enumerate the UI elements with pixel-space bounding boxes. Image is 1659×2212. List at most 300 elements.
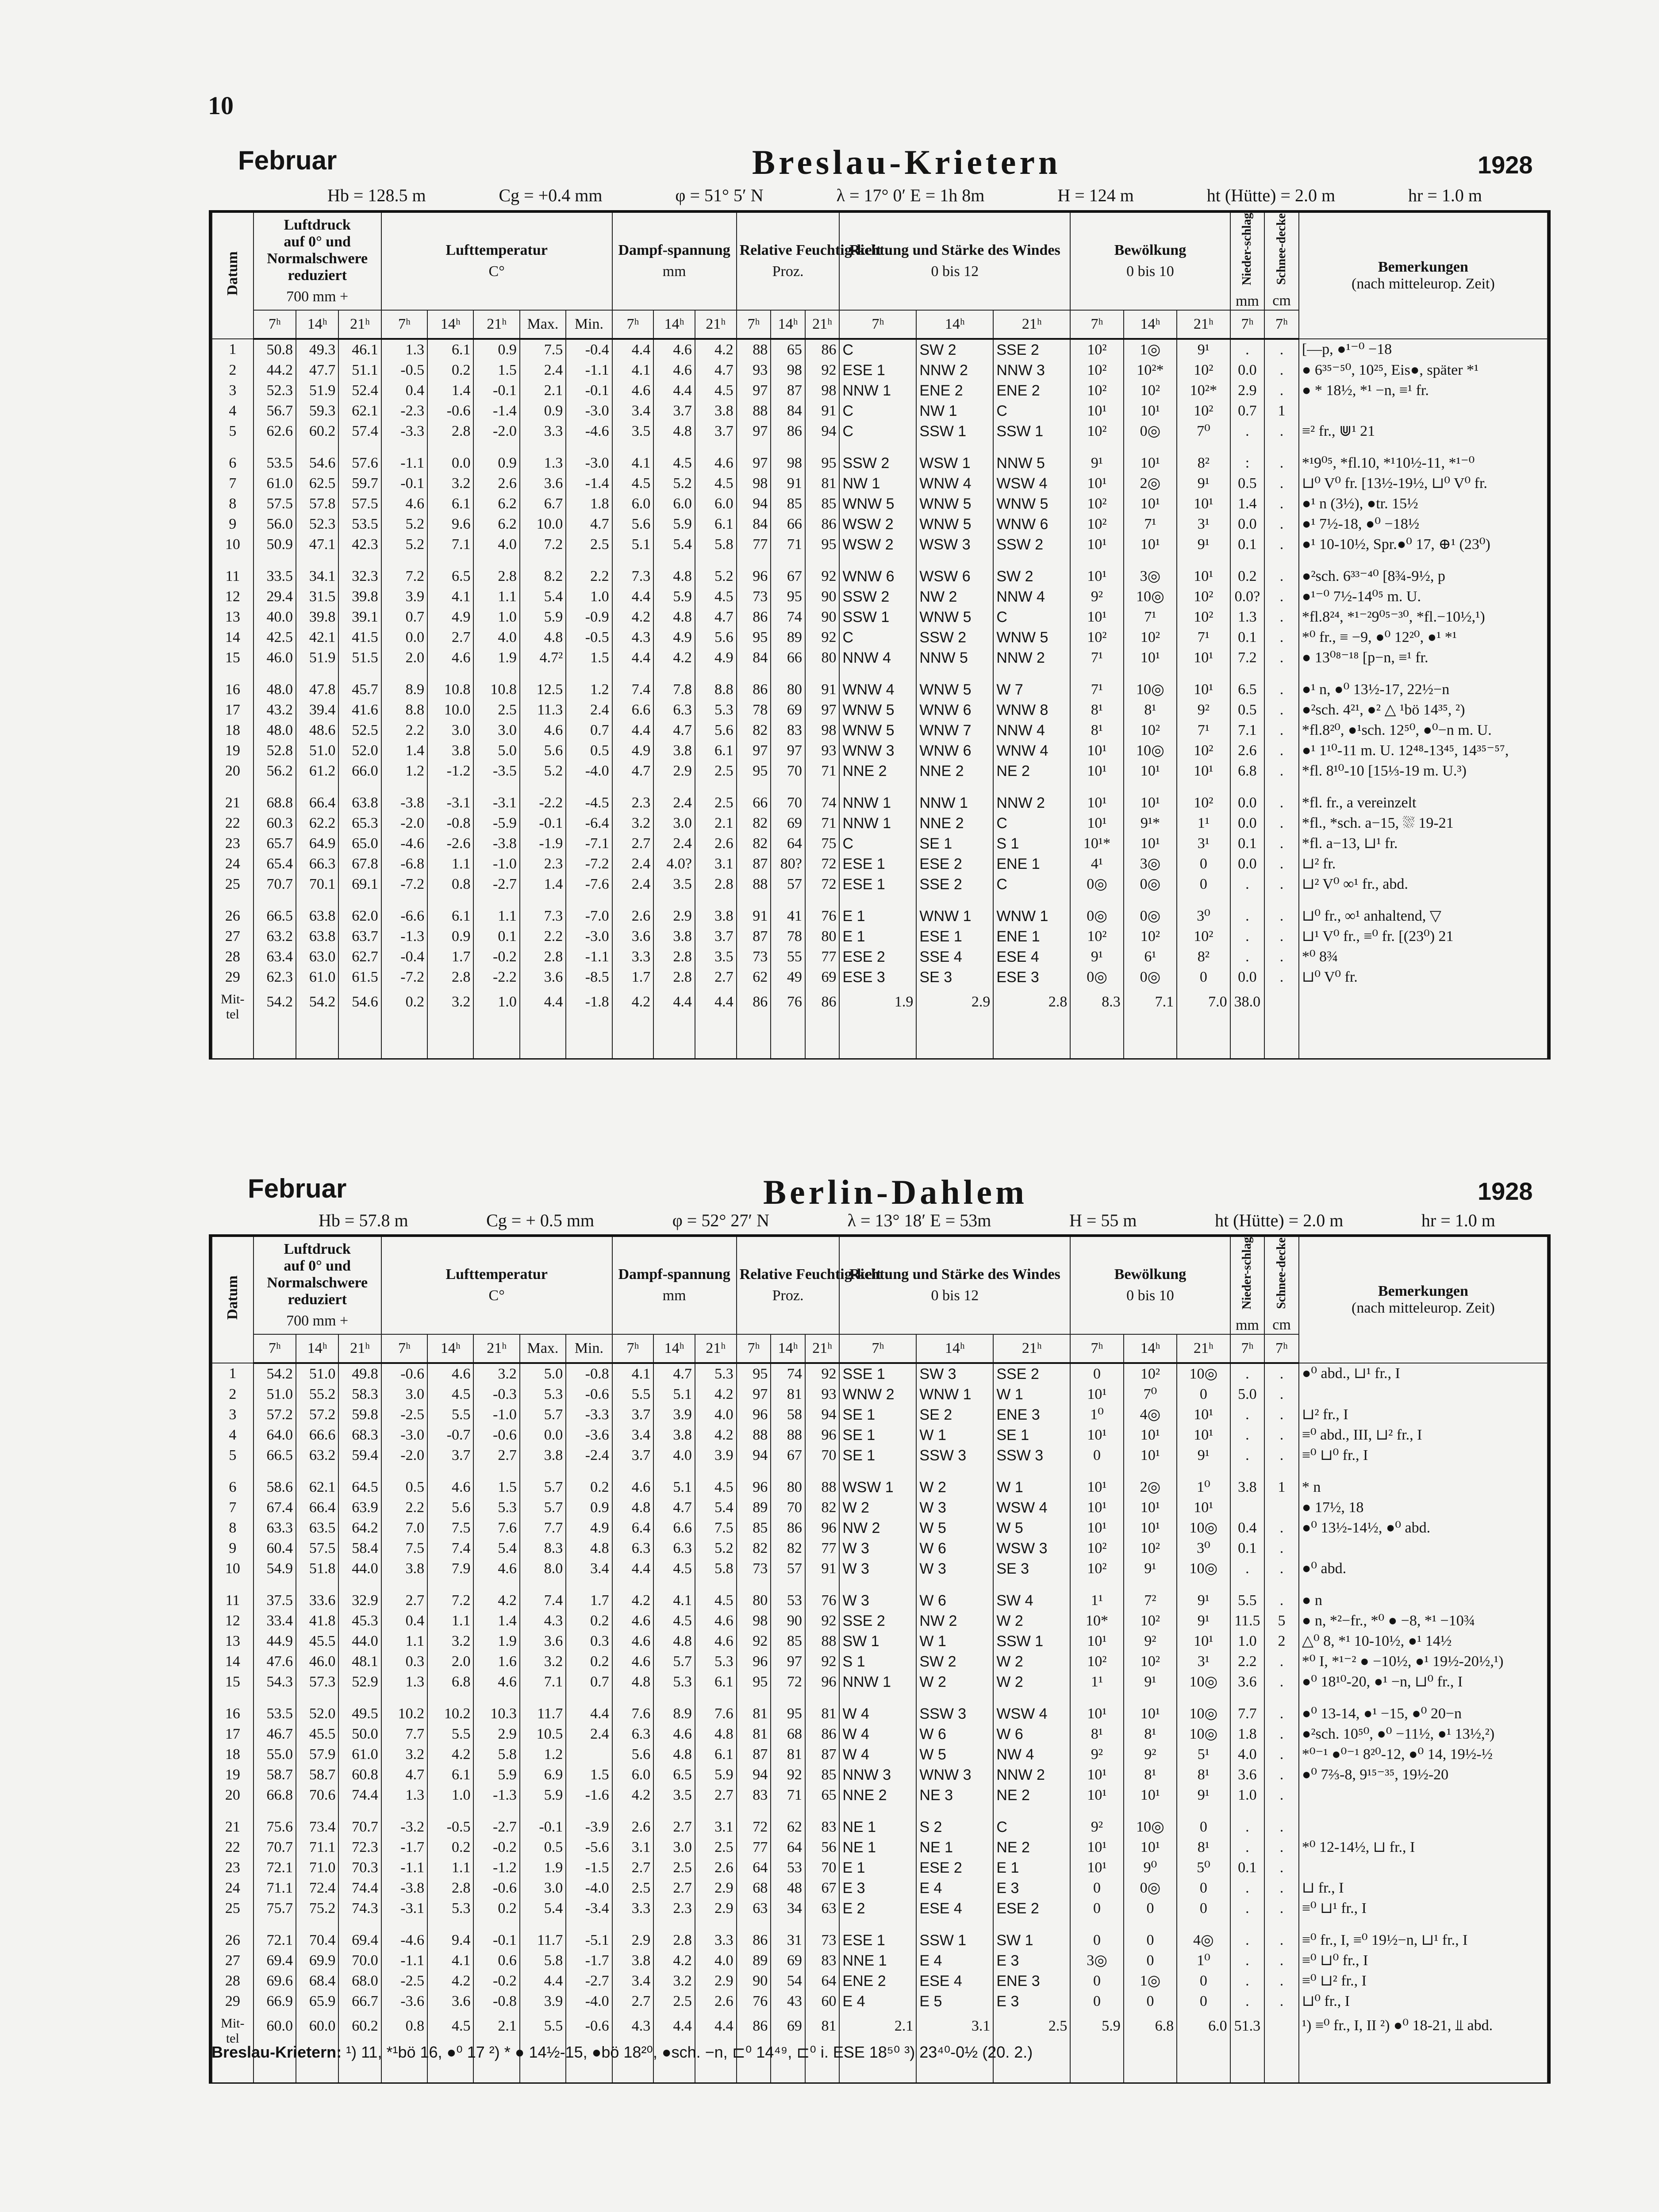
- vapour-cell: 2.9: [695, 1878, 737, 1898]
- pressure-cell: 69.4: [253, 1951, 296, 1971]
- mean-row: [212, 987, 1548, 1058]
- day-cell: 25: [212, 1898, 253, 1919]
- pressure-cell: 63.2: [296, 1445, 338, 1466]
- header-nieder: [1230, 1237, 1265, 1334]
- temperature-cell: 5.2: [520, 761, 566, 781]
- pressure-cell: 73.4: [296, 1817, 338, 1837]
- wind-cell: E 1: [839, 1858, 916, 1878]
- temperature-cell: -4.0: [566, 1991, 612, 2012]
- wind-cell: SSW 1: [993, 421, 1070, 442]
- pressure-cell: 65.4: [253, 854, 296, 874]
- temperature-cell: 5.0: [520, 1363, 566, 1384]
- temperature-cell: -2.3: [381, 401, 427, 421]
- temperature-cell: 2.2: [381, 1498, 427, 1518]
- pressure-cell: 53.5: [253, 453, 296, 473]
- cloud-cell: 10¹: [1124, 1704, 1177, 1724]
- cloud-cell: 10¹: [1124, 534, 1177, 555]
- cloud-cell: 1◎: [1124, 1971, 1177, 1991]
- wind-cell: SSW 2: [839, 587, 916, 607]
- day-cell: 21: [212, 1817, 253, 1837]
- pressure-cell: 60.0: [253, 2012, 296, 2082]
- spacer-cell: [993, 1919, 1070, 1930]
- temperature-cell: -6.6: [381, 906, 427, 926]
- vapour-cell: 3.4: [612, 1425, 654, 1445]
- pressure-cell: 51.0: [253, 1384, 296, 1405]
- snow-cover-cell: .: [1264, 607, 1299, 627]
- humidity-cell: 43: [771, 1991, 805, 2012]
- day-cell: 13: [212, 607, 253, 627]
- humidity-cell: 86: [805, 339, 840, 360]
- row-spacer: [212, 668, 1548, 680]
- spacer-cell: [296, 555, 338, 566]
- temperature-cell: -3.8: [381, 1878, 427, 1898]
- temperature-cell: -0.8: [427, 813, 473, 833]
- precipitation-cell: 0.5: [1230, 473, 1265, 494]
- pressure-cell: 57.2: [253, 1405, 296, 1425]
- pressure-cell: 46.1: [338, 339, 381, 360]
- spacer-cell: [338, 555, 381, 566]
- temperature-cell: 0.5: [520, 1837, 566, 1858]
- day-cell: 22: [212, 1837, 253, 1858]
- temperature-cell: -3.6: [381, 1991, 427, 2012]
- cloud-cell: 9¹*: [1124, 813, 1177, 833]
- temperature-cell: -5.9: [473, 813, 519, 833]
- cloud-cell: 10¹: [1177, 1405, 1230, 1425]
- wind-cell: SSW 2: [839, 453, 916, 473]
- vapour-cell: 4.8: [653, 566, 695, 587]
- pressure-cell: 68.8: [253, 793, 296, 813]
- humidity-cell: 97: [805, 700, 840, 720]
- day-cell: 29: [212, 967, 253, 987]
- wind-cell: SSW 2: [993, 534, 1070, 555]
- pressure-cell: 55.0: [253, 1744, 296, 1765]
- cloud-cell: 10²: [1177, 793, 1230, 813]
- cloud-cell: 1⁰: [1177, 1477, 1230, 1498]
- wind-cell: E 3: [993, 1991, 1070, 2012]
- cloud-cell: 9²: [1070, 587, 1123, 607]
- pressure-cell: 56.7: [253, 401, 296, 421]
- temperature-cell: 1.3: [520, 453, 566, 473]
- temperature-cell: -1.7: [566, 1951, 612, 1971]
- temperature-cell: 5.3: [427, 1898, 473, 1919]
- humidity-cell: 80: [771, 1477, 805, 1498]
- vapour-cell: 3.7: [695, 421, 737, 442]
- temperature-cell: -3.1: [381, 1898, 427, 1919]
- cloud-cell: 10¹: [1177, 761, 1230, 781]
- vapour-cell: 4.4: [653, 2012, 695, 2082]
- cloud-cell: 10¹: [1070, 1837, 1123, 1858]
- cloud-cell: 9¹: [1177, 1785, 1230, 1805]
- header-dampfspannung-text: Dampf-spannung: [618, 242, 730, 259]
- spacer-cell: [381, 1692, 427, 1704]
- day-cell: 18: [212, 720, 253, 741]
- precipitation-cell: 0.1: [1230, 833, 1265, 854]
- precipitation-cell: .: [1230, 1405, 1265, 1425]
- wind-cell: WSW 3: [993, 1538, 1070, 1559]
- spacer-cell: [737, 1466, 771, 1477]
- table-row: [212, 1837, 1548, 1858]
- humidity-cell: 89: [771, 627, 805, 648]
- cloud-cell: 10²: [1177, 401, 1230, 421]
- cloud-cell: 9²: [1070, 1817, 1123, 1837]
- wind-cell: W 3: [839, 1590, 916, 1611]
- humidity-cell: 92: [805, 566, 840, 587]
- temperature-cell: 1.1: [473, 587, 519, 607]
- pressure-cell: 71.0: [296, 1858, 338, 1878]
- temperature-cell: 3.2: [473, 1363, 519, 1384]
- pressure-cell: 63.5: [296, 1518, 338, 1538]
- cloud-cell: 1⁰: [1070, 1405, 1123, 1425]
- snow-cover-cell: [1264, 987, 1299, 1058]
- vapour-cell: 4.5: [653, 1611, 695, 1631]
- humidity-cell: 97: [737, 741, 771, 761]
- vapour-cell: 5.3: [695, 1651, 737, 1672]
- spacer-cell: [1230, 895, 1265, 906]
- spacer-cell: [612, 1805, 654, 1817]
- humidity-cell: 96: [805, 1425, 840, 1445]
- remarks-cell: ● 17½, 18: [1299, 1498, 1548, 1518]
- remarks-cell: ● * 18½, *¹ −n, ≡¹ fr.: [1299, 380, 1548, 401]
- temperature-cell: 1.0: [473, 987, 519, 1058]
- table-row: [212, 700, 1548, 720]
- temperature-cell: 3.2: [427, 473, 473, 494]
- vapour-cell: 3.5: [695, 947, 737, 967]
- row-spacer: [212, 555, 1548, 566]
- vapour-cell: 4.9: [612, 741, 654, 761]
- temperature-cell: 0.9: [566, 1498, 612, 1518]
- spacer-cell: [381, 442, 427, 453]
- vapour-cell: 2.4: [653, 793, 695, 813]
- remarks-cell: *⁰ 8¾: [1299, 947, 1548, 967]
- temperature-cell: -1.0: [473, 1405, 519, 1425]
- temperature-cell: 2.8: [473, 566, 519, 587]
- humidity-cell: 98: [805, 720, 840, 741]
- remarks-cell: ⊔² V⁰ ∞¹ fr., abd.: [1299, 874, 1548, 895]
- hour-header: 21ʰ: [473, 1334, 519, 1363]
- snow-cover-cell: .: [1264, 1951, 1299, 1971]
- cloud-cell: 8¹: [1070, 1724, 1123, 1744]
- temperature-cell: 7.4: [427, 1538, 473, 1559]
- cloud-cell: 10¹: [1070, 401, 1123, 421]
- spacer-cell: [612, 1579, 654, 1590]
- cloud-cell: 0: [1124, 1951, 1177, 1971]
- table-row: [212, 1538, 1548, 1559]
- spacer-cell: [338, 781, 381, 793]
- temperature-cell: 3.7: [427, 1445, 473, 1466]
- humidity-cell: 92: [737, 1631, 771, 1651]
- table-row: [212, 1991, 1548, 2012]
- temperature-cell: -0.5: [566, 627, 612, 648]
- day-cell: 12: [212, 1611, 253, 1631]
- vapour-cell: 7.6: [612, 1704, 654, 1724]
- vapour-cell: 2.6: [612, 1817, 654, 1837]
- vapour-cell: 2.4: [612, 854, 654, 874]
- pressure-cell: 52.4: [338, 380, 381, 401]
- temperature-cell: 10.8: [473, 680, 519, 700]
- header-dampfspannung-unit: mm: [662, 263, 686, 280]
- temperature-cell: 8.3: [520, 1538, 566, 1559]
- cloud-cell: 10¹: [1177, 648, 1230, 668]
- humidity-cell: 76: [805, 1590, 840, 1611]
- vapour-cell: 5.1: [653, 1384, 695, 1405]
- precipitation-cell: 1.0: [1230, 1785, 1265, 1805]
- spacer-cell: [1124, 1692, 1177, 1704]
- cloud-cell: 1¹: [1177, 813, 1230, 833]
- temperature-cell: -2.0: [381, 813, 427, 833]
- vapour-cell: 4.0: [695, 1405, 737, 1425]
- cloud-cell: 8¹: [1070, 720, 1123, 741]
- humidity-cell: 34: [771, 1898, 805, 1919]
- vapour-cell: 4.8: [695, 1724, 737, 1744]
- temperature-cell: -3.3: [381, 421, 427, 442]
- cloud-cell: 10²: [1124, 1363, 1177, 1384]
- remarks-cell: ● n: [1299, 1590, 1548, 1611]
- pressure-cell: 48.1: [338, 1651, 381, 1672]
- day-cell: 3: [212, 380, 253, 401]
- header-lufttemperatur-unit: C°: [488, 1287, 505, 1304]
- pressure-cell: 57.5: [253, 494, 296, 514]
- temperature-cell: 2.2: [381, 720, 427, 741]
- temperature-cell: -1.3: [381, 926, 427, 947]
- vapour-cell: 3.4: [612, 1971, 654, 1991]
- spacer-cell: [805, 1692, 840, 1704]
- temperature-cell: 7.4: [520, 1590, 566, 1611]
- vapour-cell: 6.0: [612, 494, 654, 514]
- humidity-cell: 97: [737, 380, 771, 401]
- cloud-cell: 10◎: [1124, 587, 1177, 607]
- pressure-cell: 59.4: [338, 1445, 381, 1466]
- spacer-cell: [520, 668, 566, 680]
- spacer-cell: [381, 1579, 427, 1590]
- wind-cell: NNW 2: [993, 793, 1070, 813]
- wind-cell: W 6: [916, 1538, 993, 1559]
- vapour-cell: 3.7: [612, 1445, 654, 1466]
- temperature-cell: -7.2: [566, 854, 612, 874]
- humidity-cell: 86: [805, 514, 840, 534]
- table-row: [212, 607, 1548, 627]
- vapour-cell: 7.4: [612, 680, 654, 700]
- remarks-cell: ●⁰ 13-14, ●¹ −15, ●⁰ 20−n: [1299, 1704, 1548, 1724]
- temperature-cell: 5.8: [520, 1951, 566, 1971]
- humidity-cell: 62: [737, 967, 771, 987]
- footnote-text: ¹) 11, *¹bö 16, ●⁰ 17 ²) * ● 14½-15, ●bö 18²⁰, ●sch. −n, ⊏⁰ 14⁴⁹, ⊏⁰ i. ESE 18⁵⁰ ³) 23⁴⁰-0½ (20. 2.): [346, 2043, 1033, 2061]
- vapour-cell: 2.7: [695, 967, 737, 987]
- wind-cell: NW 1: [916, 401, 993, 421]
- temperature-cell: 1.6: [473, 1651, 519, 1672]
- pressure-cell: 68.0: [338, 1971, 381, 1991]
- pressure-cell: 63.8: [296, 926, 338, 947]
- humidity-cell: 74: [771, 1363, 805, 1384]
- cloud-cell: 6¹: [1124, 947, 1177, 967]
- spacer-cell: [1230, 781, 1265, 793]
- humidity-cell: 80?: [771, 854, 805, 874]
- humidity-cell: 94: [737, 1445, 771, 1466]
- spacer-cell: [737, 1805, 771, 1817]
- humidity-cell: 90: [805, 587, 840, 607]
- spacer-cell: [296, 668, 338, 680]
- day-cell: 6: [212, 453, 253, 473]
- station-constants: Hb = 128.5 m Cg = +0.4 mm φ = 51° 5′ N λ = 17° 0′ E = 1h 8m H = 124 m ht (Hütte) = 2.0 m hr = 1.0 m: [327, 185, 1482, 205]
- hour-header: 7ʰ: [381, 310, 427, 339]
- cloud-cell: 7¹: [1070, 648, 1123, 668]
- wind-cell: WNW 4: [993, 741, 1070, 761]
- spacer-cell: [612, 1466, 654, 1477]
- humidity-cell: 98: [771, 360, 805, 380]
- pressure-cell: 54.9: [253, 1559, 296, 1579]
- precipitation-cell: 6.5: [1230, 680, 1265, 700]
- precipitation-cell: 3.8: [1230, 1477, 1265, 1498]
- spacer-cell: [253, 668, 296, 680]
- humidity-cell: 95: [771, 587, 805, 607]
- temperature-cell: -0.8: [473, 1991, 519, 2012]
- vapour-cell: 6.5: [653, 1765, 695, 1785]
- cloud-cell: 10¹: [1070, 1425, 1123, 1445]
- table-row: [212, 967, 1548, 987]
- spacer-cell: [212, 442, 253, 453]
- spacer-cell: [771, 1466, 805, 1477]
- wind-cell: ENE 2: [993, 380, 1070, 401]
- temperature-cell: 4.9: [566, 1518, 612, 1538]
- wind-cell: C: [839, 421, 916, 442]
- precipitation-cell: 1.3: [1230, 607, 1265, 627]
- vapour-cell: 6.3: [612, 1724, 654, 1744]
- pressure-cell: 66.5: [253, 1445, 296, 1466]
- cloud-cell: 10¹: [1124, 1837, 1177, 1858]
- pressure-cell: 60.8: [338, 1765, 381, 1785]
- spacer-cell: [1299, 895, 1548, 906]
- cloud-cell: 0: [1124, 1930, 1177, 1951]
- pressure-cell: 62.1: [296, 1477, 338, 1498]
- spacer-cell: [993, 668, 1070, 680]
- temperature-cell: -0.1: [473, 380, 519, 401]
- remarks-cell: ● n, *²−fr., *⁰ ● −8, *¹ −10¾: [1299, 1611, 1548, 1631]
- vapour-cell: 3.1: [612, 1837, 654, 1858]
- vapour-cell: 4.7: [612, 761, 654, 781]
- pressure-cell: 43.2: [253, 700, 296, 720]
- pressure-cell: 58.3: [338, 1384, 381, 1405]
- pressure-cell: 52.8: [253, 741, 296, 761]
- snow-cover-cell: .: [1264, 1559, 1299, 1579]
- humidity-cell: 85: [805, 1765, 840, 1785]
- pressure-cell: 68.4: [296, 1971, 338, 1991]
- temperature-cell: 4.6: [427, 1363, 473, 1384]
- vapour-cell: 4.1: [653, 1590, 695, 1611]
- spacer-cell: [1264, 895, 1299, 906]
- snow-cover-cell: 1: [1264, 1477, 1299, 1498]
- wind-cell: WNW 1: [916, 1384, 993, 1405]
- wind-cell: NE 1: [916, 1837, 993, 1858]
- wind-cell: SW 1: [839, 1631, 916, 1651]
- remarks-cell: ⊔⁰ V⁰ fr. [13½-19½, ⊔⁰ V⁰ fr.: [1299, 473, 1548, 494]
- vapour-cell: 4.7: [695, 360, 737, 380]
- temperature-cell: 2.9: [473, 1724, 519, 1744]
- temperature-cell: 10.0: [520, 514, 566, 534]
- vapour-cell: 4.6: [612, 1631, 654, 1651]
- pressure-cell: 57.3: [296, 1672, 338, 1692]
- cloud-cell: 1◎: [1124, 339, 1177, 360]
- table-row: [212, 1425, 1548, 1445]
- temperature-cell: 5.5: [427, 1405, 473, 1425]
- wind-cell: W 5: [916, 1518, 993, 1538]
- wind-cell: WNW 4: [916, 473, 993, 494]
- pressure-cell: 66.9: [253, 1991, 296, 2012]
- temperature-cell: 1.3: [381, 339, 427, 360]
- humidity-cell: 95: [737, 627, 771, 648]
- table-row: [212, 906, 1548, 926]
- header-lufttemperatur: [381, 213, 612, 310]
- table-row: [212, 1445, 1548, 1466]
- precipitation-cell: .: [1230, 947, 1265, 967]
- temperature-cell: 1.7: [427, 947, 473, 967]
- cloud-cell: 10²: [1177, 607, 1230, 627]
- pressure-cell: 74.4: [338, 1785, 381, 1805]
- remarks-cell: ●¹⁻⁰ 7½-14⁰⁵ m. U.: [1299, 587, 1548, 607]
- spacer-cell: [805, 1579, 840, 1590]
- pressure-cell: 52.0: [338, 741, 381, 761]
- day-cell: 28: [212, 1971, 253, 1991]
- spacer-cell: [1070, 1805, 1123, 1817]
- snow-cover-cell: .: [1264, 380, 1299, 401]
- spacer-cell: [839, 895, 916, 906]
- cloud-cell: 10²: [1070, 494, 1123, 514]
- cloud-cell: 10¹: [1070, 793, 1123, 813]
- temperature-cell: 7.0: [381, 1518, 427, 1538]
- wind-cell: S 1: [993, 833, 1070, 854]
- temperature-cell: 1.0: [473, 607, 519, 627]
- header-feuchtigkeit-unit: Proz.: [772, 1287, 804, 1304]
- cloud-cell: 10²: [1070, 627, 1123, 648]
- day-cell: 29: [212, 1991, 253, 2012]
- temperature-cell: 3.8: [427, 741, 473, 761]
- spacer-cell: [839, 1692, 916, 1704]
- humidity-cell: 91: [771, 473, 805, 494]
- temperature-cell: 1.1: [427, 1611, 473, 1631]
- pressure-cell: 63.8: [296, 906, 338, 926]
- temperature-cell: 4.6: [427, 1477, 473, 1498]
- humidity-cell: 86: [805, 1724, 840, 1744]
- temperature-cell: 7.5: [381, 1538, 427, 1559]
- spacer-cell: [253, 442, 296, 453]
- vapour-cell: 4.1: [612, 360, 654, 380]
- snow-cover-cell: [1264, 1498, 1299, 1518]
- humidity-cell: 82: [771, 1538, 805, 1559]
- wind-cell: SE 1: [839, 1405, 916, 1425]
- vapour-cell: 5.7: [653, 1651, 695, 1672]
- wind-cell: E 1: [839, 926, 916, 947]
- temperature-cell: 7.2: [520, 534, 566, 555]
- cloud-cell: 10¹: [1124, 401, 1177, 421]
- cloud-cell: 9¹: [1177, 1590, 1230, 1611]
- hour-header: Min.: [566, 310, 612, 339]
- wind-cell: WSW 2: [839, 534, 916, 555]
- spacer-cell: [916, 668, 993, 680]
- spacer-cell: [653, 781, 695, 793]
- cloud-cell: 10¹: [1124, 648, 1177, 668]
- vapour-cell: 6.6: [653, 1518, 695, 1538]
- spacer-cell: [653, 1579, 695, 1590]
- day-cell: 7: [212, 473, 253, 494]
- precipitation-cell: 0.4: [1230, 1518, 1265, 1538]
- humidity-cell: 90: [771, 1611, 805, 1631]
- spacer-cell: [1177, 1579, 1230, 1590]
- pressure-cell: 70.7: [338, 1817, 381, 1837]
- remarks-cell: ⊔ fr., I: [1299, 1878, 1548, 1898]
- temperature-cell: -3.0: [566, 401, 612, 421]
- day-cell: 3: [212, 1405, 253, 1425]
- snow-cover-cell: .: [1264, 741, 1299, 761]
- spacer-cell: [1230, 442, 1265, 453]
- humidity-cell: 88: [737, 339, 771, 360]
